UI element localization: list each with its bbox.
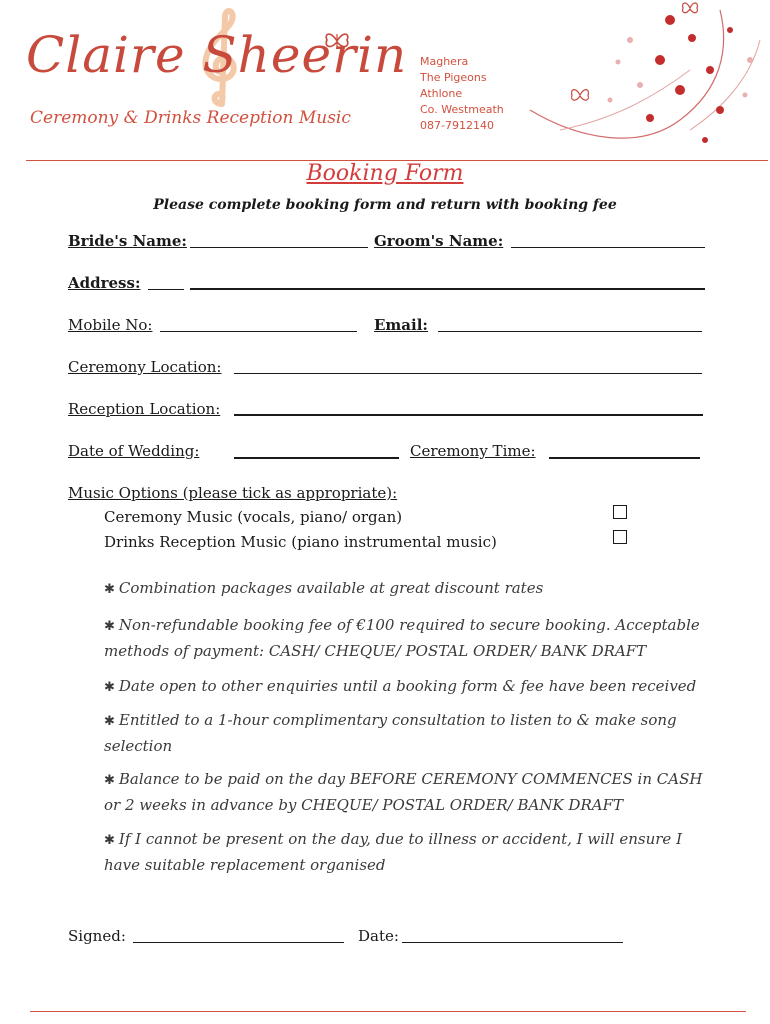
asterisk-icon: ✱ (104, 582, 115, 597)
brand-tagline: Ceremony & Drinks Reception Music (30, 108, 351, 128)
ceremony-music-checkbox[interactable] (613, 505, 627, 519)
phone-number: 087-7912140 (420, 119, 494, 132)
date-of-wedding-field[interactable] (234, 457, 399, 459)
date-of-wedding-label: Date of Wedding: (68, 442, 200, 460)
ceremony-location-field[interactable] (234, 373, 702, 374)
music-options-heading: Music Options (please tick as appropriate): (68, 484, 398, 502)
date-label: Date: (358, 927, 399, 945)
address-label: Address: (68, 274, 141, 292)
note-item: ✱ If I cannot be present on the day, due to illness or accident, I will ensure I have suitable replacement organised (104, 830, 682, 874)
note-item: ✱ Balance to be paid on the day BEFORE CEREMONY COMMENCES in CASH or 2 weeks in advance by CHEQUE/ POSTAL ORDER/ BANK DRAFT (104, 770, 703, 814)
grooms-name-label: Groom's Name: (374, 232, 504, 250)
asterisk-icon: ✱ (104, 619, 115, 634)
footer-divider (30, 1011, 746, 1012)
brides-name-label: Bride's Name: (68, 232, 187, 250)
mobile-field[interactable] (160, 331, 357, 332)
address-line: The Pigeons (420, 71, 487, 84)
address-line: Maghera (420, 55, 469, 68)
address-field[interactable] (190, 288, 705, 290)
grooms-name-field[interactable] (511, 247, 705, 248)
ceremony-time-label: Ceremony Time: (410, 442, 536, 460)
option-drinks-reception-label: Drinks Reception Music (piano instrumental music) (104, 533, 497, 551)
form-title: Booking Form (306, 161, 464, 186)
email-field[interactable] (438, 331, 702, 332)
option-ceremony-music-label: Ceremony Music (vocals, piano/ organ) (104, 508, 403, 526)
reception-location-field[interactable] (234, 414, 703, 416)
asterisk-icon: ✱ (104, 773, 115, 788)
address-line: Athlone (420, 87, 463, 100)
reception-location-label: Reception Location: (68, 400, 221, 418)
asterisk-icon: ✱ (104, 714, 115, 729)
form-instructions: Please complete booking form and return with booking fee (153, 197, 617, 213)
signature-date-field[interactable] (402, 942, 623, 943)
butterfly-icon (322, 28, 352, 54)
note-item: ✱ Entitled to a 1-hour complimentary consultation to listen to & make song selection (104, 711, 677, 755)
email-label: Email: (374, 316, 428, 334)
contact-address (420, 54, 504, 134)
asterisk-icon: ✱ (104, 680, 115, 695)
brand-name: Claire Sheerin (26, 26, 408, 84)
asterisk-icon: ✱ (104, 833, 115, 848)
note-item: ✱ Combination packages available at great discount rates (104, 579, 544, 597)
signature-field[interactable] (133, 942, 344, 943)
ceremony-time-field[interactable] (549, 457, 700, 459)
note-item: ✱ Non-refundable booking fee of €100 required to secure booking. Acceptable methods of payment: CASH/ CHEQUE/ POSTAL ORDER/ BANK DRAFT (104, 616, 700, 660)
address-field-start[interactable] (148, 289, 184, 290)
brides-name-field[interactable] (190, 247, 368, 248)
drinks-reception-checkbox[interactable] (613, 530, 627, 544)
address-line: Co. Westmeath (420, 103, 504, 116)
mobile-label: Mobile No: (68, 316, 153, 334)
note-item: ✱ Date open to other enquiries until a booking form & fee have been received (104, 677, 697, 695)
signed-label: Signed: (68, 927, 126, 945)
floral-decoration (520, 0, 770, 160)
ceremony-location-label: Ceremony Location: (68, 358, 222, 376)
